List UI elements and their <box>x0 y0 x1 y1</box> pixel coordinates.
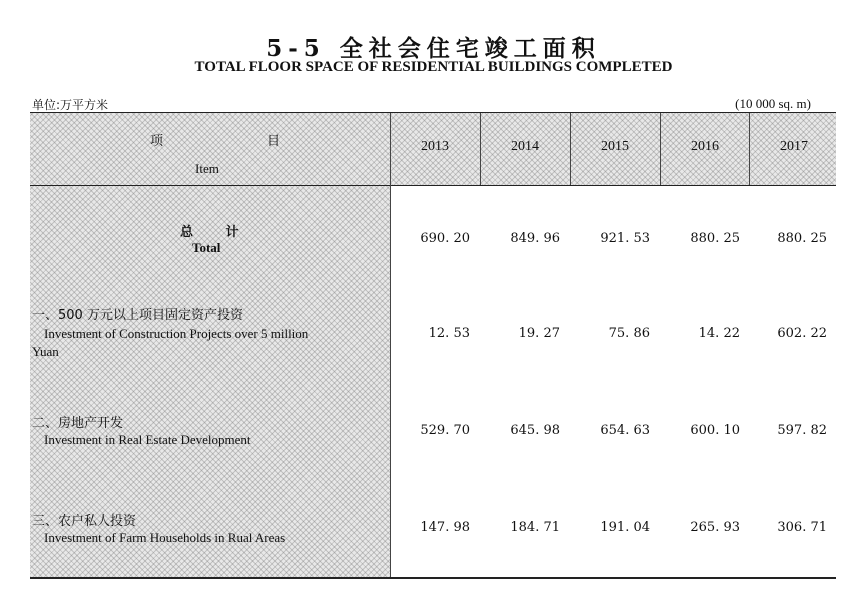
table-cell: 19. 27 <box>518 326 560 341</box>
year-header: 2014 <box>511 139 539 154</box>
unit-label-english: (10 000 sq. m) <box>735 96 811 111</box>
table-cell: 602. 22 <box>777 326 827 341</box>
header-separator <box>30 185 836 186</box>
item-header-chinese <box>150 130 280 149</box>
table-cell: 600. 10 <box>690 423 740 438</box>
table-cell: 690. 20 <box>420 231 470 246</box>
table-cell: 880. 25 <box>777 231 827 246</box>
table-title-chinese: 5-5 全社会住宅竣工面积 <box>266 35 601 62</box>
table-cell: 306. 71 <box>777 520 827 535</box>
row-label-chinese: 三、农户私人投资 <box>32 514 137 529</box>
unit-label-chinese: 单位:万平方米 <box>32 98 109 112</box>
column-divider <box>390 113 391 577</box>
year-header: 2016 <box>691 139 719 154</box>
table-cell: 147. 98 <box>420 520 470 535</box>
table-cell: 645. 98 <box>510 423 560 438</box>
row-label-chinese: 二、房地产开发 <box>32 416 124 431</box>
table-cell: 880. 25 <box>690 231 740 246</box>
year-header: 2013 <box>421 139 449 154</box>
row-label-total-english: Total <box>192 240 221 255</box>
item-header-char-1: 项 <box>150 134 164 149</box>
item-header-char-2: 目 <box>266 134 280 149</box>
table-cell: 184. 71 <box>510 520 560 535</box>
row-label-chinese: 一、500 万元以上项目固定资产投资 <box>32 308 243 323</box>
row-label-english: Investment in Real Estate Development <box>44 432 251 447</box>
row-label-english: Investment of Farm Households in Rual Areas <box>44 530 286 545</box>
item-header-english: Item <box>195 161 219 176</box>
row-label-english: Investment of Construction Projects over 5 million <box>44 326 309 341</box>
table-cell: 191. 04 <box>600 520 650 535</box>
table-cell: 75. 86 <box>608 326 650 341</box>
table-cell: 654. 63 <box>600 423 650 438</box>
row-label-english-continued: Yuan <box>32 344 59 359</box>
table-cell: 921. 53 <box>600 231 650 246</box>
year-header: 2017 <box>780 139 808 154</box>
table-bottom-rule <box>30 577 836 579</box>
table-cell: 849. 96 <box>510 231 560 246</box>
year-header: 2015 <box>601 139 629 154</box>
row-label-total-chinese: 总 计 <box>180 225 253 240</box>
table-cell: 265. 93 <box>690 520 740 535</box>
item-column-background <box>30 113 390 577</box>
table-cell: 14. 22 <box>698 326 740 341</box>
table-cell: 597. 82 <box>777 423 827 438</box>
table-title-english: TOTAL FLOOR SPACE OF RESIDENTIAL BUILDINGS COMPLETED <box>194 59 673 75</box>
table-cell: 529. 70 <box>420 423 470 438</box>
table-cell: 12. 53 <box>428 326 470 341</box>
